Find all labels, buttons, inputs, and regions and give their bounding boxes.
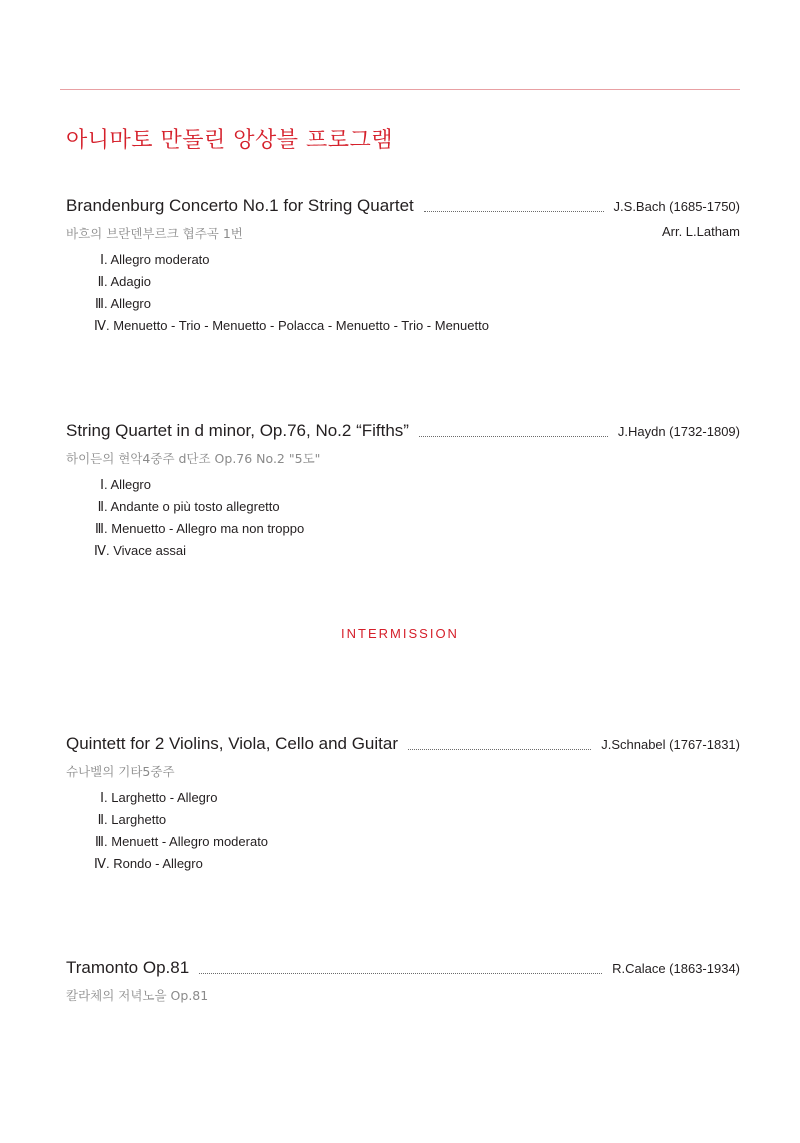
dotted-leader [419,435,608,437]
movement-item: Ⅳ. Menuetto - Trio - Menuetto - Polacca - Menuetto - Trio - Menuetto [94,315,740,337]
movement-title: Vivace assai [113,543,186,558]
composer: J.Haydn (1732-1809) [617,424,740,439]
composer: J.Schnabel (1767-1831) [601,737,740,752]
piece-header [66,734,740,760]
movement-number: Ⅰ [100,477,104,492]
program-piece-bach [66,196,740,337]
movement-item: Ⅱ. Adagio [94,271,740,293]
composer: J.S.Bach (1685-1750) [613,199,740,214]
piece-subtitle-row [66,986,740,1004]
piece-title: Quintett for 2 Violins, Viola, Cello and Guitar [66,734,398,753]
movement-number: Ⅲ [95,521,104,536]
movement-title: Menuetto - Allegro ma non troppo [111,521,305,536]
movement-title: Andante o più tosto allegretto [110,499,280,514]
piece-subtitle-row [66,224,740,242]
movement-number: Ⅲ [95,834,104,849]
movement-item: Ⅰ. Allegro moderato [94,249,740,271]
movement-title: Adagio [110,274,151,289]
movement-number: Ⅳ [94,543,106,558]
movement-item: Ⅳ. Rondo - Allegro [94,853,740,875]
piece-subtitle-row [66,762,740,780]
movement-list [94,474,740,562]
piece-subtitle-row [66,449,740,467]
composer: R.Calace (1863-1934) [612,961,740,976]
movement-item: Ⅲ. Menuetto - Allegro ma non troppo [94,518,740,540]
top-divider [60,89,740,90]
movement-title: Larghetto - Allegro [111,790,218,805]
dotted-leader [408,748,591,750]
movement-title: Allegro [110,477,151,492]
movement-number: Ⅱ [97,274,104,289]
movement-item: Ⅰ. Allegro [94,474,740,496]
korean-title: 칼라체의 저녁노을 Op.81 [66,988,209,1003]
movement-item: Ⅲ. Menuett - Allegro moderato [94,831,740,853]
piece-title: String Quartet in d minor, Op.76, No.2 “Fifths” [66,421,409,440]
piece-title: Brandenburg Concerto No.1 for String Quartet [66,196,414,215]
program-piece-calace [66,958,740,1004]
korean-title: 슈나벨의 기타5중주 [66,764,175,779]
arranger: Arr. L.Latham [661,224,740,239]
movement-list [94,787,740,875]
movement-number: Ⅲ [95,296,104,311]
dotted-leader [199,972,602,974]
intermission-label: INTERMISSION [341,626,459,641]
movement-item: Ⅳ. Vivace assai [94,540,740,562]
program-piece-haydn [66,421,740,562]
program-piece-schnabel [66,734,740,875]
movement-number: Ⅱ [97,499,104,514]
movement-number: Ⅰ [100,252,104,267]
movement-list [94,249,740,337]
page-title: 아니마토 만돌린 앙상블 프로그램 [66,127,394,153]
movement-item: Ⅰ. Larghetto - Allegro [94,787,740,809]
movement-title: Menuett - Allegro moderato [111,834,269,849]
movement-number: Ⅳ [94,318,106,333]
korean-title: 바흐의 브란덴부르크 협주곡 1번 [66,226,243,241]
movement-item: Ⅱ. Larghetto [94,809,740,831]
movement-number: Ⅱ [97,812,104,827]
piece-header [66,196,740,222]
movement-title: Allegro moderato [110,252,210,267]
movement-title: Rondo - Allegro [113,856,203,871]
piece-header [66,421,740,447]
movement-number: Ⅳ [94,856,106,871]
piece-title: Tramonto Op.81 [66,958,190,977]
piece-header [66,958,740,984]
movement-title: Larghetto [111,812,167,827]
dotted-leader [424,210,604,212]
movement-item: Ⅲ. Allegro [94,293,740,315]
movement-title: Allegro [110,296,151,311]
movement-number: Ⅰ [100,790,104,805]
korean-title: 하이든의 현악4중주 d단조 Op.76 No.2 "5도" [66,451,321,466]
movement-item: Ⅱ. Andante o più tosto allegretto [94,496,740,518]
movement-title: Menuetto - Trio - Menuetto - Polacca - Menuetto - Trio - Menuetto [113,318,489,333]
